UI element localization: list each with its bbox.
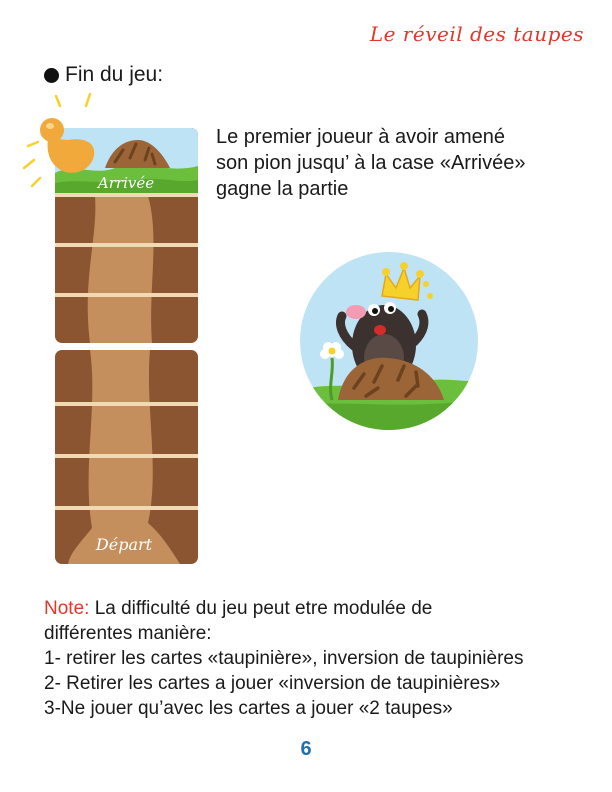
note-line: 2- Retirer les cartes a jouer «inversion de taupinières» bbox=[44, 673, 501, 694]
note-label: Note: bbox=[44, 598, 90, 619]
rule-line: Le premier joueur à avoir amené bbox=[216, 126, 506, 148]
rule-line: son pion jusqu’ à la case «Arrivée» bbox=[216, 152, 526, 174]
difficulty-note bbox=[44, 596, 604, 721]
game-title: Le réveil des taupes bbox=[369, 22, 584, 46]
note-line: différentes manière: bbox=[44, 623, 212, 644]
departure-tile bbox=[55, 350, 198, 564]
page-number: 6 bbox=[300, 738, 312, 760]
departure-label: Départ bbox=[95, 535, 153, 554]
rule-line: gagne la partie bbox=[216, 178, 349, 200]
note-first-line bbox=[44, 596, 604, 621]
note-line: 1- retirer les cartes «taupinière», inversion de taupinières bbox=[44, 648, 524, 669]
end-game-rule bbox=[216, 124, 586, 202]
arrival-label: Arrivée bbox=[97, 174, 155, 192]
mole-king-illustration bbox=[298, 250, 480, 432]
note-line: 3-Ne jouer qu’avec les cartes a jouer «2 taupes» bbox=[44, 698, 453, 719]
bullet-icon bbox=[44, 68, 59, 83]
section-heading-text: Fin du jeu: bbox=[65, 63, 164, 86]
game-board-illustration bbox=[20, 88, 210, 568]
note-intro: La difficulté du jeu peut etre modulée de bbox=[89, 598, 433, 619]
section-heading bbox=[44, 63, 163, 87]
